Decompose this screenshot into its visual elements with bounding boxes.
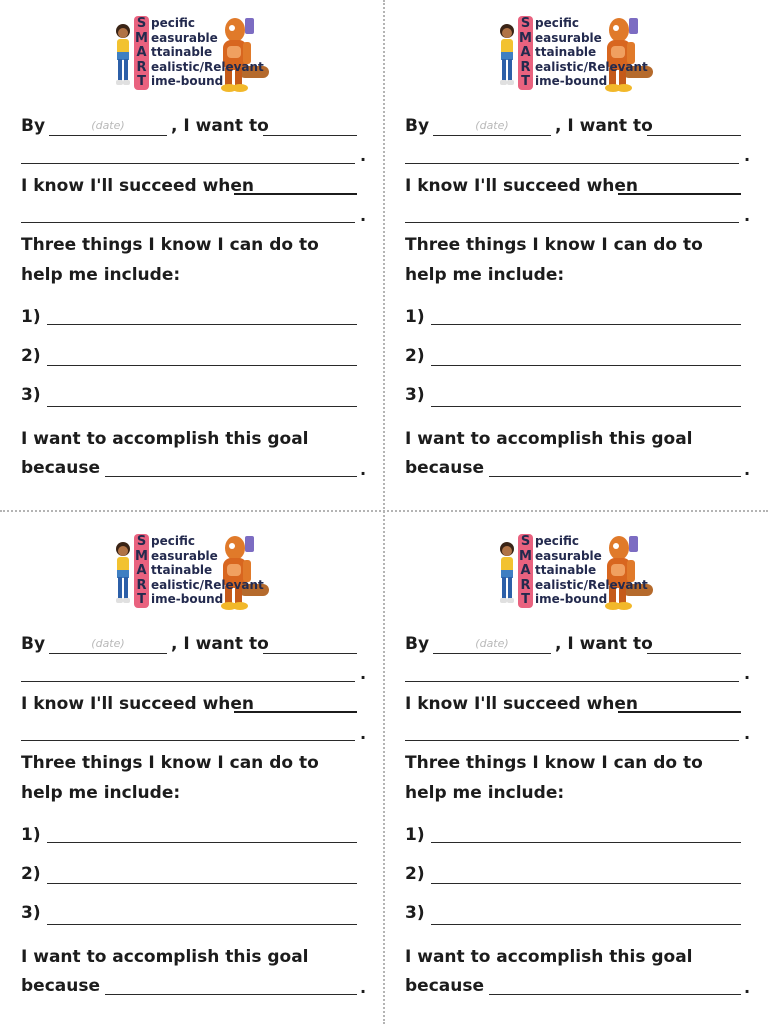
because-period: . <box>744 978 751 997</box>
smart-word: easurable <box>151 30 218 45</box>
want-to-label: , I want to <box>555 634 653 654</box>
robot-illustration <box>601 534 659 610</box>
smart-letter: R <box>136 577 147 593</box>
because-label: because <box>21 976 100 996</box>
item-2-field[interactable] <box>431 883 741 884</box>
goal-card-1 <box>0 0 384 512</box>
robot-illustration <box>217 16 275 92</box>
item-2-field[interactable] <box>47 365 357 366</box>
want-to-label: , I want to <box>171 634 269 654</box>
want-to-label: , I want to <box>555 116 653 136</box>
goal-period: . <box>744 664 751 683</box>
smart-letter-column <box>134 534 149 608</box>
succeed-field-1[interactable] <box>618 193 741 195</box>
smart-letter-column <box>518 534 533 608</box>
smart-letter: T <box>137 592 146 608</box>
because-label: because <box>405 976 484 996</box>
smart-logo <box>497 530 667 612</box>
item-2-label: 2) <box>21 346 41 366</box>
goal-field-1[interactable] <box>263 653 357 654</box>
smart-word: ime-bound <box>151 592 224 607</box>
by-label: By <box>405 634 430 654</box>
because-period: . <box>360 978 367 997</box>
goal-field-1[interactable] <box>647 653 741 654</box>
smart-letter: M <box>135 548 148 564</box>
date-field[interactable] <box>433 135 551 136</box>
because-period: . <box>744 460 751 479</box>
item-2-label: 2) <box>405 346 425 366</box>
goal-field-2[interactable] <box>21 681 355 682</box>
smart-letter: R <box>520 577 531 593</box>
smart-letter: M <box>135 30 148 46</box>
three-things-line-2: help me include: <box>405 783 565 803</box>
item-3-field[interactable] <box>431 924 741 925</box>
smart-word: ttainable <box>151 45 213 60</box>
date-hint: (date) <box>475 119 509 132</box>
date-hint: (date) <box>475 637 509 650</box>
smart-letter-column <box>518 16 533 90</box>
smart-word: pecific <box>535 16 579 30</box>
smart-letter: A <box>136 563 147 579</box>
item-1-field[interactable] <box>47 324 357 325</box>
accomplish-label: I want to accomplish this goal <box>405 429 693 449</box>
goal-field-2[interactable] <box>405 681 739 682</box>
student-illustration <box>497 22 517 90</box>
goal-field-1[interactable] <box>263 135 357 136</box>
item-1-field[interactable] <box>431 324 741 325</box>
smart-letter: S <box>520 534 531 549</box>
smart-word: pecific <box>535 534 579 548</box>
accomplish-label: I want to accomplish this goal <box>21 429 309 449</box>
because-field[interactable] <box>489 994 741 995</box>
smart-word: ealistic/Relevant <box>535 59 648 74</box>
goal-period: . <box>744 146 751 165</box>
succeed-label: I know I'll succeed when <box>21 176 255 196</box>
because-label: because <box>21 458 100 478</box>
item-3-label: 3) <box>21 385 41 405</box>
smart-word: ttainable <box>535 45 597 60</box>
smart-logo <box>113 12 283 94</box>
date-hint: (date) <box>91 637 125 650</box>
by-label: By <box>405 116 430 136</box>
succeed-field-2[interactable] <box>405 740 739 741</box>
student-illustration <box>497 540 517 608</box>
goal-field-2[interactable] <box>21 163 355 164</box>
smart-word: ealistic/Relevant <box>535 577 648 592</box>
succeed-period: . <box>360 724 367 743</box>
smart-word: ealistic/Relevant <box>151 59 264 74</box>
succeed-label: I know I'll succeed when <box>21 694 255 714</box>
smart-letter: T <box>521 592 530 608</box>
smart-word: ime-bound <box>535 74 608 89</box>
smart-letter: S <box>136 534 147 549</box>
succeed-field-2[interactable] <box>21 222 355 223</box>
smart-logo <box>113 530 283 612</box>
succeed-period: . <box>360 206 367 225</box>
smart-letter: T <box>137 74 146 90</box>
goal-field-2[interactable] <box>405 163 739 164</box>
item-3-label: 3) <box>405 385 425 405</box>
smart-letter: R <box>520 59 531 75</box>
smart-word: easurable <box>535 30 602 45</box>
smart-logo <box>497 12 667 94</box>
three-things-line-2: help me include: <box>21 265 181 285</box>
smart-word: ime-bound <box>535 592 608 607</box>
item-1-label: 1) <box>21 307 41 327</box>
smart-letter: A <box>136 45 147 61</box>
item-3-label: 3) <box>405 903 425 923</box>
accomplish-label: I want to accomplish this goal <box>21 947 309 967</box>
smart-letter: S <box>520 16 531 31</box>
date-field[interactable] <box>49 653 167 654</box>
smart-letter: M <box>519 30 532 46</box>
succeed-period: . <box>744 206 751 225</box>
item-2-field[interactable] <box>431 365 741 366</box>
by-label: By <box>21 634 46 654</box>
date-field[interactable] <box>49 135 167 136</box>
student-illustration <box>113 22 133 90</box>
smart-word: pecific <box>151 16 195 30</box>
smart-word: pecific <box>151 534 195 548</box>
smart-letter: M <box>519 548 532 564</box>
robot-illustration <box>601 16 659 92</box>
because-field[interactable] <box>489 476 741 477</box>
item-2-label: 2) <box>405 864 425 884</box>
date-hint: (date) <box>91 119 125 132</box>
three-things-line-1: Three things I know I can do to <box>405 753 703 773</box>
item-3-label: 3) <box>21 903 41 923</box>
succeed-label: I know I'll succeed when <box>405 694 639 714</box>
smart-word: easurable <box>535 548 602 563</box>
robot-illustration <box>217 534 275 610</box>
succeed-field-1[interactable] <box>234 193 357 195</box>
smart-letter: A <box>520 45 531 61</box>
goal-card-2 <box>384 0 768 512</box>
smart-word: ealistic/Relevant <box>151 577 264 592</box>
student-illustration <box>113 540 133 608</box>
three-things-line-1: Three things I know I can do to <box>21 753 319 773</box>
item-3-field[interactable] <box>47 406 357 407</box>
accomplish-label: I want to accomplish this goal <box>405 947 693 967</box>
smart-word: ime-bound <box>151 74 224 89</box>
goal-field-1[interactable] <box>647 135 741 136</box>
because-period: . <box>360 460 367 479</box>
smart-letter: T <box>521 74 530 90</box>
want-to-label: , I want to <box>171 116 269 136</box>
succeed-field-1[interactable] <box>234 711 357 713</box>
smart-word: easurable <box>151 548 218 563</box>
smart-letter: S <box>136 16 147 31</box>
because-label: because <box>405 458 484 478</box>
item-3-field[interactable] <box>47 924 357 925</box>
three-things-line-1: Three things I know I can do to <box>21 235 319 255</box>
item-2-label: 2) <box>21 864 41 884</box>
smart-word: ttainable <box>151 563 213 578</box>
goal-period: . <box>360 146 367 165</box>
item-3-field[interactable] <box>431 406 741 407</box>
item-1-field[interactable] <box>431 842 741 843</box>
because-field[interactable] <box>105 994 357 995</box>
item-1-label: 1) <box>405 825 425 845</box>
smart-letter: A <box>520 563 531 579</box>
goal-card-4 <box>384 518 768 1030</box>
three-things-line-2: help me include: <box>21 783 181 803</box>
succeed-field-2[interactable] <box>21 740 355 741</box>
three-things-line-1: Three things I know I can do to <box>405 235 703 255</box>
goal-period: . <box>360 664 367 683</box>
goal-card-3 <box>0 518 384 1030</box>
date-field[interactable] <box>433 653 551 654</box>
item-1-label: 1) <box>405 307 425 327</box>
because-field[interactable] <box>105 476 357 477</box>
succeed-field-1[interactable] <box>618 711 741 713</box>
succeed-period: . <box>744 724 751 743</box>
smart-word: ttainable <box>535 563 597 578</box>
three-things-line-2: help me include: <box>405 265 565 285</box>
item-2-field[interactable] <box>47 883 357 884</box>
smart-letter: R <box>136 59 147 75</box>
item-1-field[interactable] <box>47 842 357 843</box>
item-1-label: 1) <box>21 825 41 845</box>
succeed-label: I know I'll succeed when <box>405 176 639 196</box>
smart-letter-column <box>134 16 149 90</box>
succeed-field-2[interactable] <box>405 222 739 223</box>
by-label: By <box>21 116 46 136</box>
